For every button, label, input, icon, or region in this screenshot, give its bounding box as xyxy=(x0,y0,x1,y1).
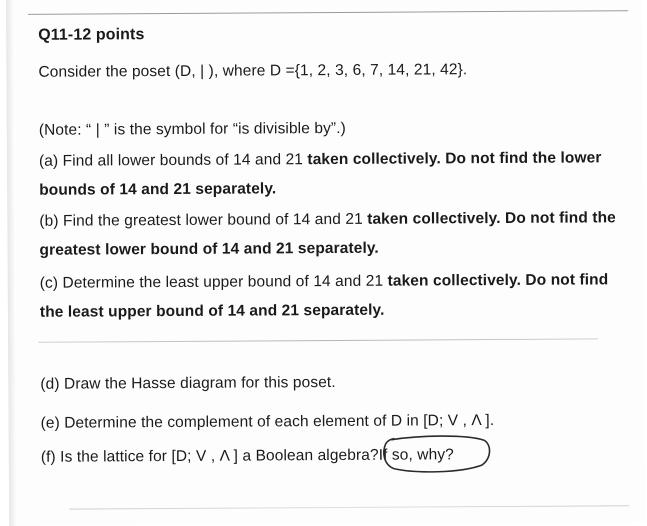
question-intro: Consider the poset (D, | ), where D ={1, 2, 3, 6, 7, 14, 21, 42}. xyxy=(38,61,468,81)
hand-drawn-circle xyxy=(380,434,492,475)
page-edge-shadow xyxy=(6,0,17,526)
part-b-bold2: greatest lower bound of 14 and 21 separately. xyxy=(39,239,379,259)
part-a-plain: (a) Find all lower bounds of 14 and 21 xyxy=(38,151,308,170)
bottom-rule xyxy=(69,505,629,509)
top-rule xyxy=(28,10,628,15)
part-c-bold1: taken collectively. Do not find xyxy=(387,271,609,290)
part-b-bold1: taken collectively. Do not find the xyxy=(367,209,616,228)
part-f-circled-text: If so, why? xyxy=(378,446,454,464)
part-e: (e) Determine the complement of each element of D in [D; V , Λ ]. xyxy=(40,412,495,432)
section-divider xyxy=(38,338,598,342)
part-c-bold2: the least upper bound of 14 and 21 separately. xyxy=(39,301,385,321)
part-a-bold1: taken collectively. Do not find the lower xyxy=(307,149,602,169)
question-note: (Note: “ | ” is the symbol for “is divisible by”.) xyxy=(38,119,346,139)
question-heading: Q11-12 points xyxy=(38,26,145,44)
part-b-line1 xyxy=(39,209,616,231)
part-a-line1 xyxy=(39,149,602,170)
part-c-line2 xyxy=(40,302,385,322)
part-d: (d) Draw the Hasse diagram for this poset. xyxy=(40,373,336,393)
part-a-bold2: bounds of 14 and 21 separately. xyxy=(39,180,277,199)
scanned-page xyxy=(6,0,645,526)
part-f-text: (f) Is the lattice for [D; V , Λ ] a Boolean algebra? xyxy=(40,446,379,466)
part-a-line2 xyxy=(39,180,276,199)
part-c-plain: (c) Determine the least upper bound of 14 and 21 xyxy=(39,272,388,292)
part-c-line1 xyxy=(40,271,609,292)
part-b-plain: (b) Find the greatest lower bound of 14 and 21 xyxy=(39,210,368,230)
part-b-line2 xyxy=(39,240,378,260)
